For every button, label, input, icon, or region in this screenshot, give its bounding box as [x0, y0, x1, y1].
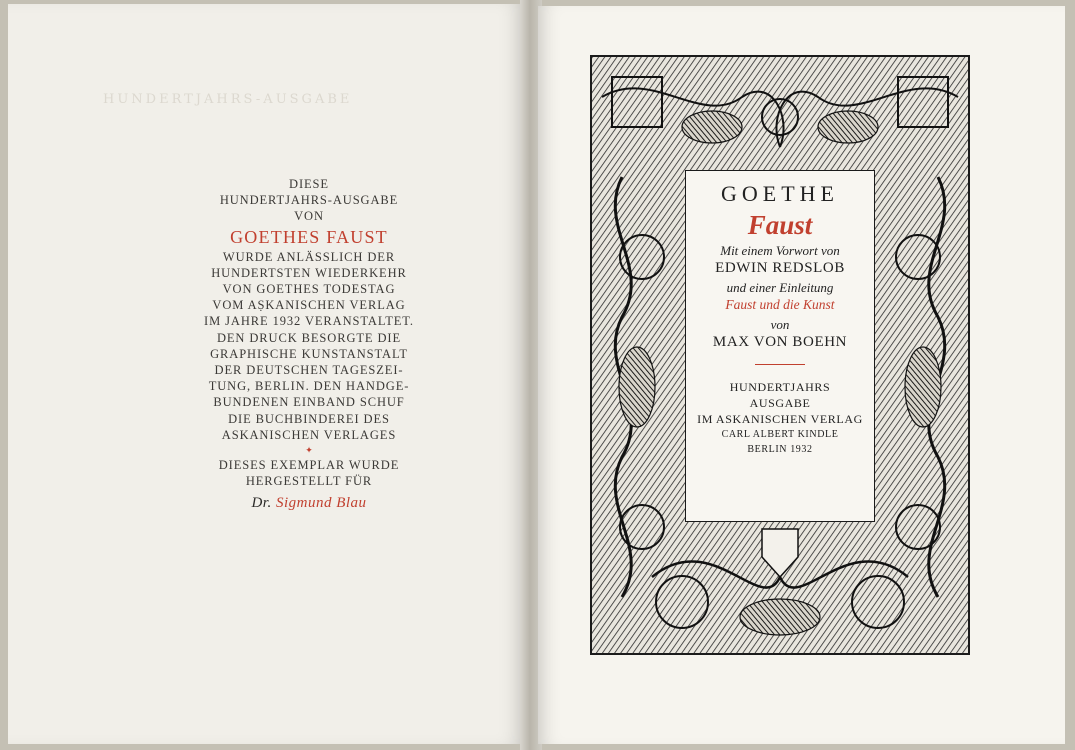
exemplar-line: DIESES EXEMPLAR WURDE: [218, 458, 400, 473]
colophon-line: GRAPHISCHE KUNSTANSTALT: [210, 346, 408, 361]
foreword-line: Mit einem Vorwort von: [720, 243, 840, 258]
foreword-author: EDWIN REDSLOB: [715, 260, 845, 276]
colophon-line: WURDE ANLÄSSLICH DER: [222, 249, 396, 264]
place-year: BERLIN 1932: [747, 444, 813, 455]
exemplar-line: HERGESTELLT FÜR: [245, 474, 373, 489]
intro-author: MAX VON BOEHN: [712, 334, 848, 350]
owner-prefix: Dr.: [251, 495, 272, 512]
intro-title: Faust und die Kunst: [725, 297, 835, 312]
colophon-line: DIESE: [289, 177, 329, 191]
owner-first-name: Sigmund: [275, 495, 332, 512]
colophon-title: GOETHES FAUST: [230, 226, 388, 247]
ornament-mark: ✦: [305, 445, 313, 456]
show-through-text: HUNDERTJAHRS-AUSGABE: [103, 92, 353, 107]
colophon-line: VOM AṢKANISCHEN VERLAG: [212, 298, 406, 313]
von-line: von: [770, 317, 790, 332]
colophon-line: DIE BUCHBINDEREI DES: [228, 411, 390, 426]
edition-line: HUNDERTJAHRS: [729, 380, 831, 394]
colophon-line: ASKANISCHEN VERLAGES: [221, 427, 397, 442]
colophon-line: DER DEUTSCHEN TAGESZEI-: [214, 363, 404, 378]
book-title: Faust: [747, 210, 813, 240]
author-name: GOETHE: [721, 181, 839, 206]
colophon-line: HUNDERTJAHRS-AUSGABE: [219, 193, 399, 208]
colophon-line: TUNG, BERLIN. DEN HANDGE-: [208, 379, 410, 394]
left-page: [8, 4, 526, 744]
colophon-line: HUNDERTSTEN WIEDERKEHR: [211, 265, 407, 280]
colophon-line: VON: [294, 209, 324, 224]
owner-name: [203, 495, 415, 512]
colophon-line: VON GOETHES TODESTAG: [222, 282, 396, 297]
publisher-owner: CARL ALBERT KINDLE: [721, 429, 839, 440]
edition-line: AUSGABE: [749, 396, 811, 410]
owner-last-name: Blau: [336, 495, 367, 512]
title-panel: [685, 170, 875, 522]
colophon-line: IM JAHRE 1932 VERANSTALTET.: [204, 314, 414, 329]
colophon-line: BUNDENEN EINBAND SCHUF: [213, 395, 405, 410]
red-rule: [755, 364, 805, 365]
colophon: [203, 176, 415, 512]
ornamental-border: [590, 55, 970, 655]
publisher-line: IM ASKANISCHEN VERLAG: [697, 412, 863, 426]
colophon-line: DEN DRUCK BESORGTE DIE: [216, 330, 402, 345]
intro-line: und einer Einleitung: [726, 280, 834, 295]
